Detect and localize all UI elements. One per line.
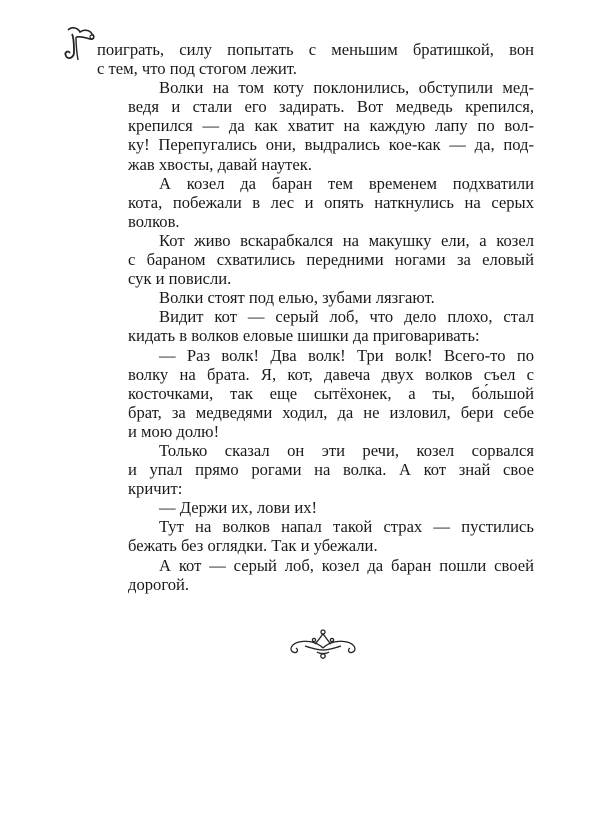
text-line: А кот — серый лоб, козел да баран пошли своей — [159, 555, 534, 575]
ornamental-initial-icon — [62, 24, 98, 62]
text-line: сук и повисли. — [128, 269, 232, 289]
text-line: волку на брата. Я, кот, давеча двух волков съел с — [128, 364, 534, 384]
paragraph — [97, 498, 534, 517]
text-line: брат, за медведями ходил, да не изловил, бери себе — [128, 402, 534, 422]
text-line: и упал прямо рогами на волка. А кот знай свое — [128, 460, 534, 480]
text-line: Кот живо вскарабкался на макушку ели, а козел — [159, 230, 534, 250]
text-line: крепился — да как хватит на каждую лапу по вол- — [128, 116, 534, 136]
text-line: кричит: — [128, 479, 183, 499]
paragraph — [97, 517, 534, 555]
text-line: волков. — [128, 211, 180, 231]
text-line: — Держи их, лови их! — [159, 498, 318, 518]
paragraph — [97, 231, 534, 288]
paragraph — [97, 441, 534, 498]
text-line: Только сказал он эти речи, козел сорвался — [159, 440, 534, 460]
text-line: поиграть, силу попытать с меньшим братишкой, вон — [97, 40, 534, 59]
text-line: бежать без оглядки. Так и убежали. — [128, 536, 378, 556]
text-line: дорогой. — [128, 574, 190, 594]
text-line: ведя и стали его задирать. Вот медведь крепился, — [128, 97, 534, 117]
text-line: Волки на том коту поклонились, обступили мед- — [159, 78, 534, 98]
text-line: кидать в волков еловые шишки да приговаривать: — [128, 326, 480, 346]
paragraph — [97, 174, 534, 231]
paragraph — [97, 40, 534, 78]
text-line: Тут на волков напал такой страх — пустились — [159, 517, 534, 537]
paragraph — [97, 307, 534, 345]
paragraph — [97, 288, 534, 307]
text-line: кота, побежали в лес и опять наткнулись на серых — [128, 192, 534, 212]
text-line: жав хвосты, давай наутек. — [128, 154, 312, 174]
text-line: косточками, так еще сытёхонек, а ты, бо́льшой — [128, 383, 534, 403]
text-line: Волки стоят под елью, зубами лязгают. — [159, 288, 435, 308]
paragraph — [97, 78, 534, 173]
paragraph — [97, 346, 534, 441]
paragraph — [97, 556, 534, 594]
story-text — [97, 40, 534, 594]
text-line: ку! Перепугались они, выдрались кое-как — да, под- — [128, 135, 534, 155]
text-line: с бараном схватились передними ногами за еловый — [128, 250, 534, 270]
text-line: А козел да баран тем временем подхватили — [159, 173, 534, 193]
text-line: с тем, что под стогом лежит. — [97, 59, 297, 79]
text-line: и мою долю! — [128, 421, 220, 441]
vignette-ornament-icon — [283, 628, 363, 660]
text-line: Видит кот — серый лоб, что дело плохо, стал — [159, 307, 534, 327]
text-line: — Раз волк! Два волк! Три волк! Всего-то по — [159, 345, 534, 365]
